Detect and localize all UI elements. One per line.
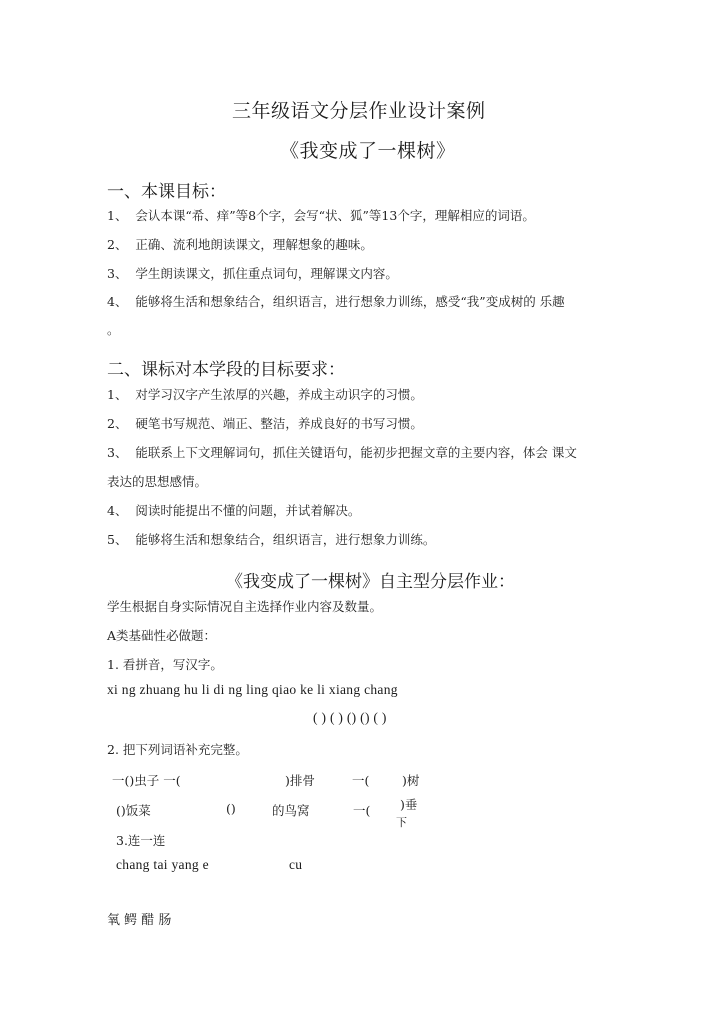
standard-item-5 [107,530,435,548]
fill-row-2-f: 下 [396,816,407,829]
goal-item-3 [107,264,398,282]
goal-item-text: 会认本课“希、痒”等8个字，会写“状、狐”等13个字，理解相应的词语。 [135,208,535,223]
category-a-label: A类基础性必做题： [107,628,217,643]
standard-item-number: 2、 [107,416,128,431]
standard-item-2 [107,414,423,432]
fill-row-1-c: 一( [352,773,370,788]
question-3: 3.连一连 [116,833,166,848]
document-title: 三年级语文分层作业设计案例 [232,100,486,122]
goal-item-2 [107,235,373,253]
section-heading-homework: 《我变成了一棵树》自主型分层作业： [226,572,515,592]
goal-item-number: 3、 [107,266,128,281]
standard-item-number: 5、 [107,532,128,547]
section-heading-goals: 一、本课目标： [107,182,226,202]
fill-row-2-e: )垂 [400,797,418,812]
goal-item-number: 1、 [107,208,128,223]
goal-item-number: 4、 [107,294,128,309]
standard-item-number: 4、 [107,503,128,518]
fill-row-1-b: )排骨 [285,773,315,788]
fill-row-2-c: 的鸟窝 [272,803,310,818]
standard-item-text: 阅读时能提出不懂的问题，并试着解决。 [135,503,361,518]
fill-row-1-d: )树 [402,773,420,788]
fill-row-2-a: ()饭菜 [116,803,151,818]
standard-item-1 [107,385,423,403]
standard-item-text: 对学习汉字产生浓厚的兴趣，养成主动识字的习惯。 [135,387,423,402]
document-subtitle: 《我变成了一棵树》 [280,140,456,162]
connect-pinyin-b: cu [289,857,303,872]
connect-pinyin-a: chang tai yang e [116,857,209,872]
goal-item-text: 正确、流利地朗读课文，理解想象的趣味。 [135,237,373,252]
homework-intro: 学生根据自身实际情况自主选择作业内容及数量。 [107,599,383,614]
goal-item-4 [107,292,565,310]
standard-item-3-cont: 表达的思想感情。 [107,474,208,489]
standard-item-text: 能够将生活和想象结合，组织语言，进行想象力训练。 [135,532,436,547]
standard-item-4 [107,501,360,519]
standard-item-3 [107,443,577,461]
goal-item-text: 学生朗读课文，抓住重点词句，理解课文内容。 [135,266,398,281]
standard-item-text: 能联系上下文理解词句，抓住关键语句，能初步把握文章的主要内容，体会 课文 [135,445,577,460]
section-heading-standards: 二、课标对本学段的目标要求： [107,360,345,380]
fill-row-2-b: () [226,801,236,816]
fill-row-2-d: 一( [353,803,371,818]
connect-characters: 氧 鳄 醋 肠 [107,913,172,928]
goal-item-number: 2、 [107,237,128,252]
standard-item-number: 3、 [107,445,128,460]
pinyin-line: xi ng zhuang hu li di ng ling qiao ke li xiang chang [107,682,398,697]
standard-item-text: 硬笔书写规范、端正、整洁，养成良好的书写习惯。 [135,416,423,431]
goal-item-1 [107,206,535,224]
question-2: 2. 把下列词语补充完整。 [107,742,248,757]
question-1: 1. 看拼音，写汉字。 [107,657,223,672]
goal-item-4-tail: 。 [107,322,120,337]
fill-row-1-a: 一()虫子 一( [112,773,181,788]
goal-item-text: 能够将生活和想象结合，组织语言，进行想象力训练，感受“我”变成树的 乐趣 [135,294,565,309]
answer-brackets: ( ) ( ) () () ( ) [313,710,387,725]
standard-item-number: 1、 [107,387,128,402]
